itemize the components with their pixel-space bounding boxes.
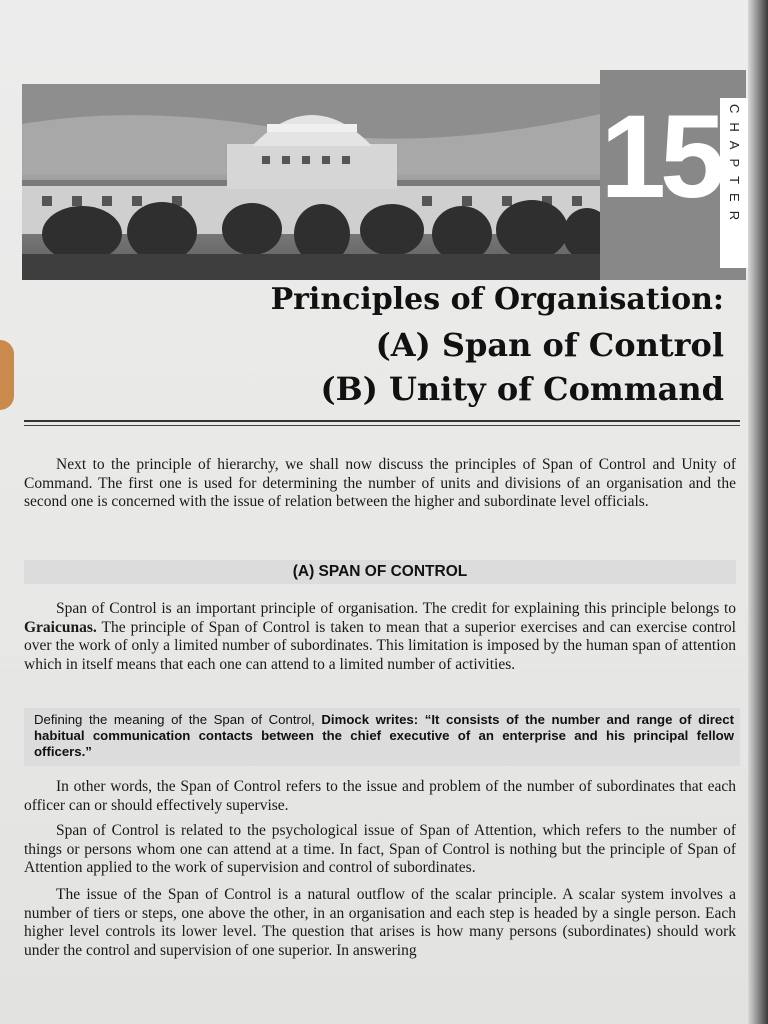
paragraph-3: Span of Control is related to the psychological issue of Span of Attention, which refers to the number of things or persons whom one can attend at a time. In fact, Span of Control is nothing but the principle of Span of Attention applied to the work of supervision and control of subordinates.	[24, 822, 736, 876]
paragraph-1	[24, 600, 736, 674]
quote-intro: Defining the meaning of the Span of Control,	[34, 712, 322, 727]
quote-text: Dimock writes: “It consists of the number and range of direct habitual communication contacts between the chief executive of an enterprise and his principal fellow officers.”	[34, 712, 734, 759]
chapter-title-line-2: (A) Span of Control	[375, 326, 724, 364]
paragraph-1-text-end: The principle of Span of Control is taken to mean that a superior exercises and can exercise control over the work of only a limited number of subordinates. This limitation is imposed by the human span of attention which in itself means that each one can attend to a limited number of activities.	[24, 618, 736, 673]
paragraph-1-text: Span of Control is an important principle of organisation. The credit for explaining this principle belongs to	[56, 600, 736, 617]
chapter-title-line-1: Principles of Organisation:	[270, 282, 724, 317]
paragraph-4: The issue of the Span of Control is a natural outflow of the scalar principle. A scalar system involves a number of tiers or steps, one above the other, in an organisation and each step is headed by a single person. Each higher level controls its lower level. The question that arises is how many persons (subordinates) should work under the control and supervision of one superior. In answering	[24, 886, 736, 959]
chapter-banner	[22, 70, 746, 280]
building-photo	[22, 84, 600, 280]
section-heading: (A) SPAN OF CONTROL	[292, 563, 468, 580]
dimock-quote	[34, 712, 734, 760]
graicunas-name: Graicunas.	[24, 618, 97, 636]
title-rule	[24, 420, 740, 422]
thumb	[0, 340, 14, 410]
paragraph-2: In other words, the Span of Control refers to the issue and problem of the number of subordinates that each officer can or should effectively supervise.	[24, 778, 736, 814]
chapter-title-line-3: (B) Unity of Command	[320, 370, 724, 408]
intro-paragraph: Next to the principle of hierarchy, we shall now discuss the principles of Span of Control and Unity of Command. The first one is used for determining the number of units and divisions of an organisation and the second one is concerned with the issue of relation between the higher and subordinate level officials.	[24, 456, 736, 510]
page-edge	[748, 0, 768, 1024]
chapter-label: CHAPTER	[727, 104, 742, 230]
chapter-number: 15	[600, 91, 720, 223]
title-rule-thin	[24, 425, 740, 426]
chapter-label-strip	[720, 98, 748, 268]
